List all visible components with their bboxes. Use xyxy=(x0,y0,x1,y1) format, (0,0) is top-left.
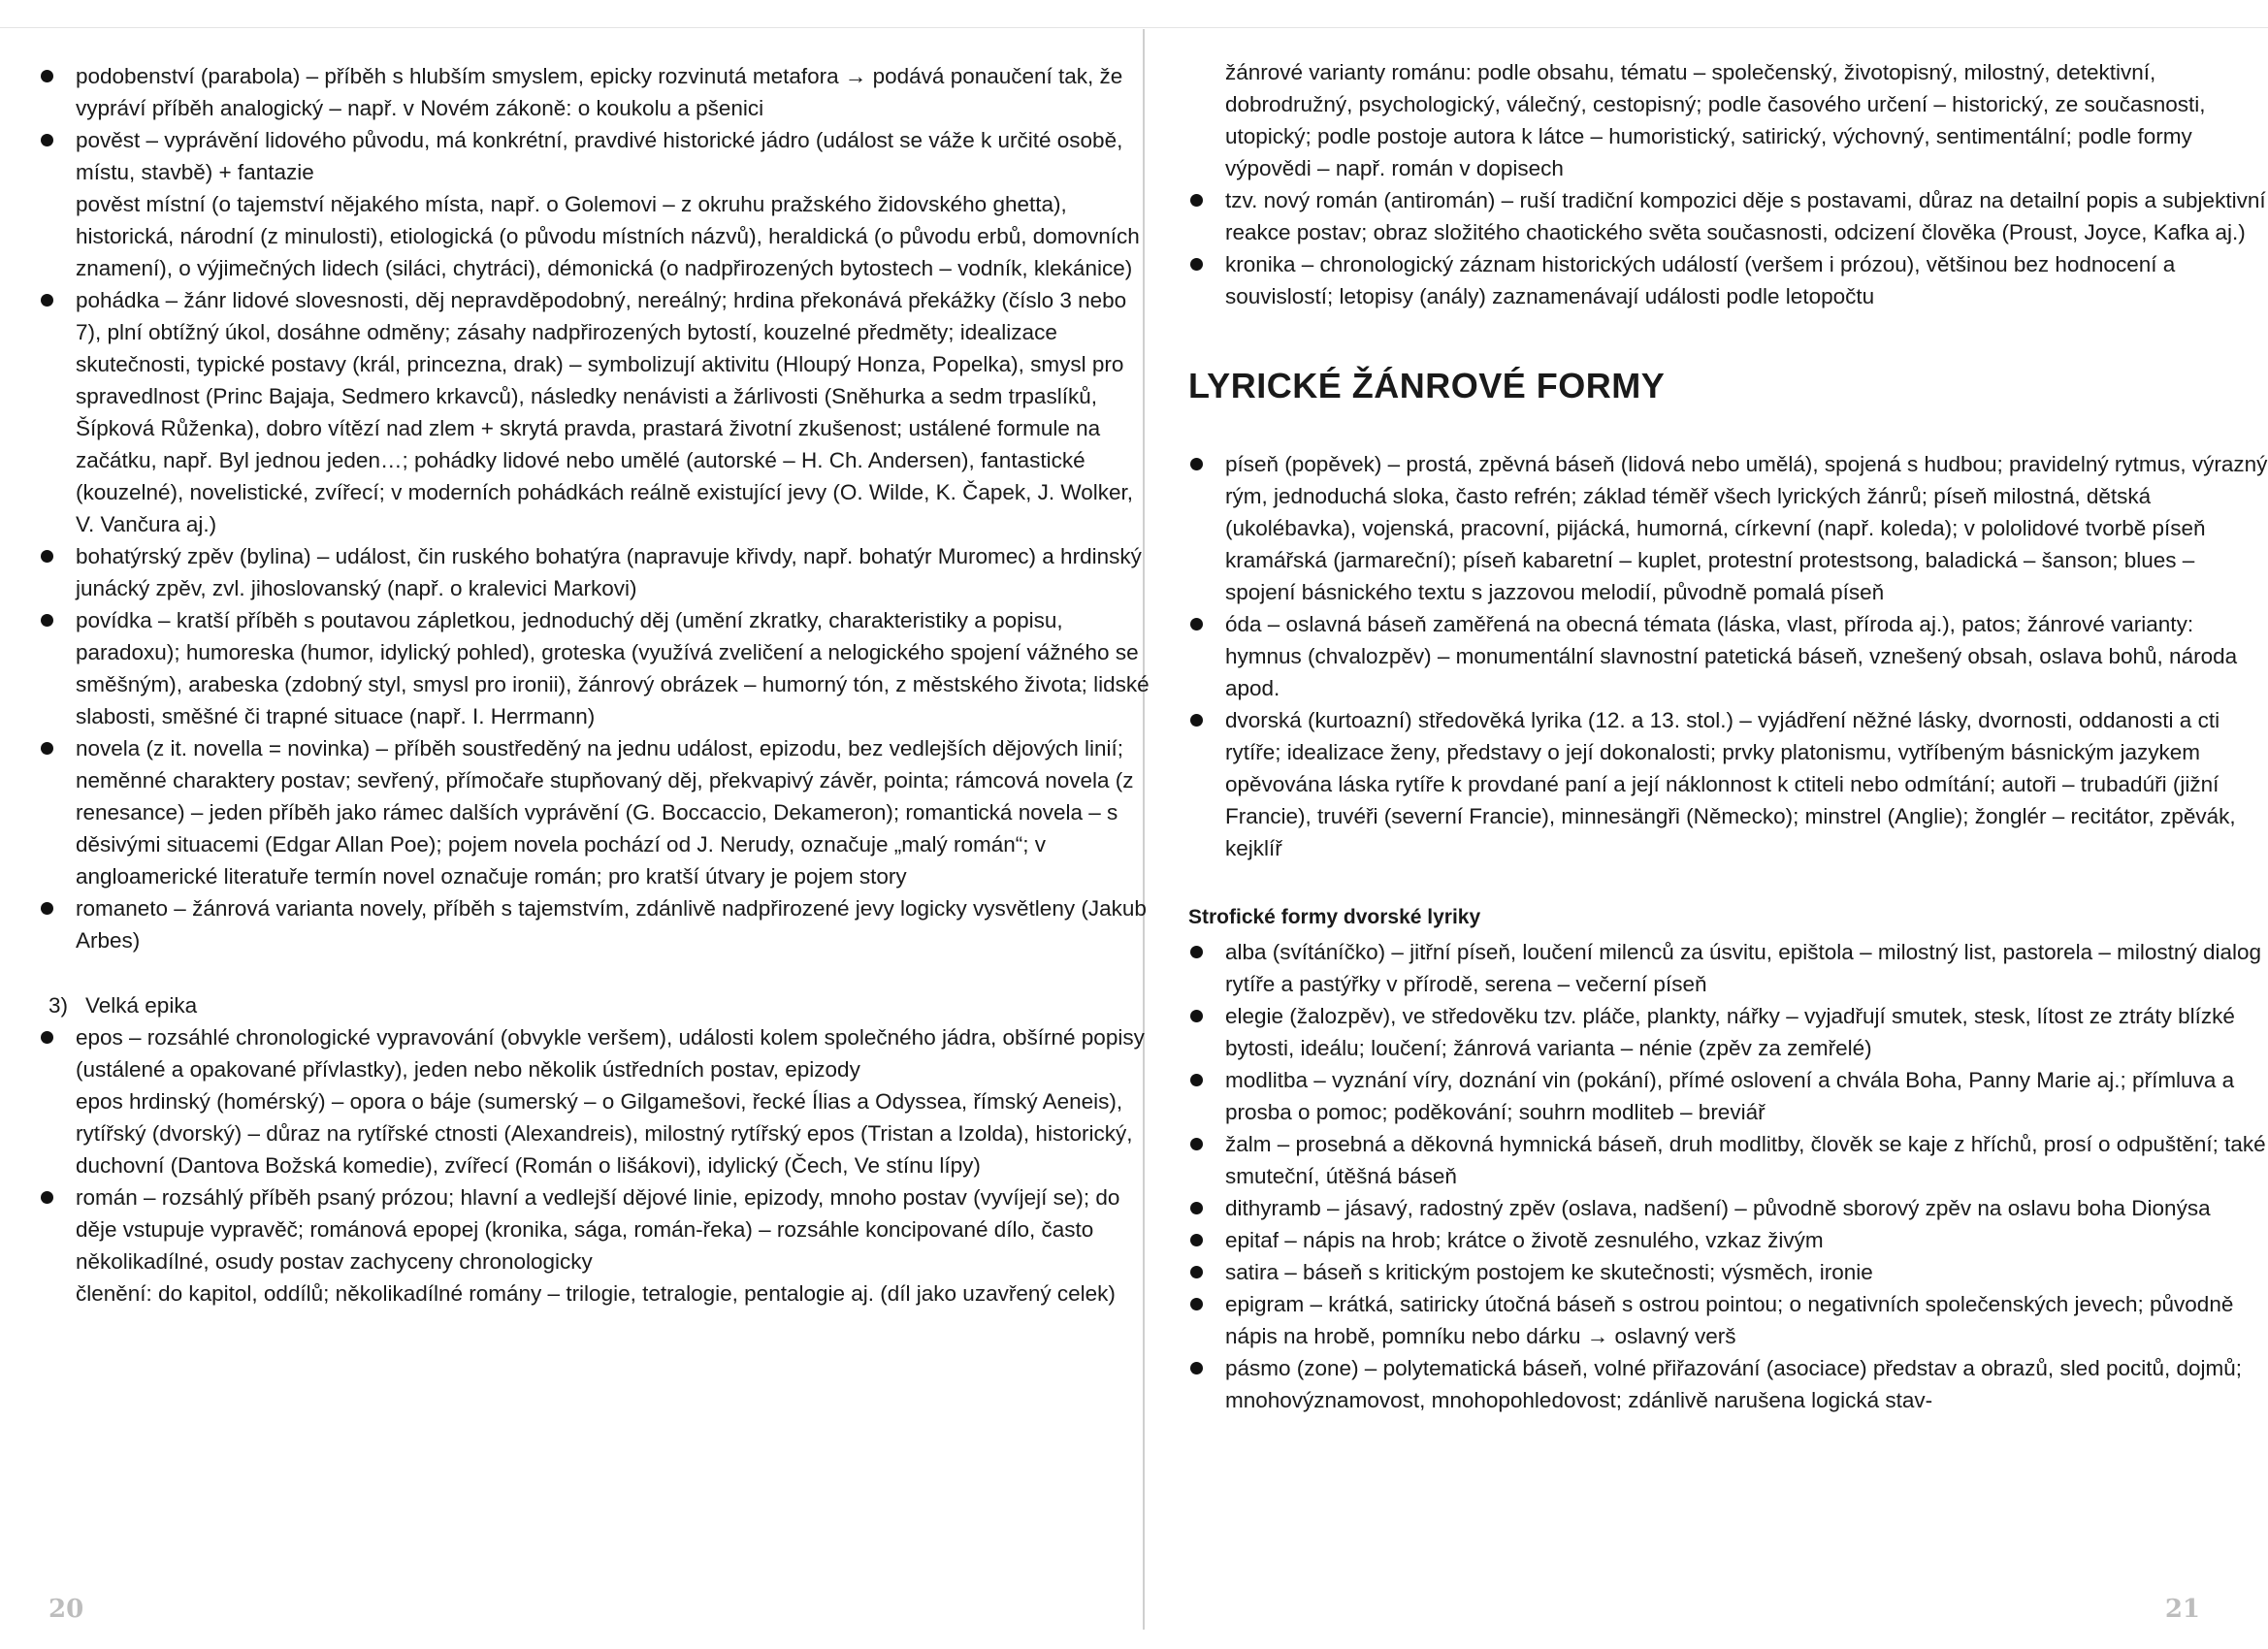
bullet-icon xyxy=(41,902,53,915)
sub-paragraph: členění: do kapitol, oddílů; několikadílné romány – trilogie, tetralogie, pentalogie aj. (díl jako uzavřený celek) xyxy=(76,1281,1116,1306)
bullet-icon xyxy=(1190,258,1203,271)
section-title: Velká epika xyxy=(85,993,198,1018)
bullet-icon xyxy=(41,742,53,755)
bullet-icon xyxy=(1190,1010,1203,1022)
list-item: dvorská (kurtoazní) středověká lyrika (12. a 13. stol.) – vyjádření něžné lásky, dvornosti, oddanosti a cti rytíře; idealizace ženy, představy o její dokonalosti; prvky platonismu, vytříbeným básnickým jazykem opěvována láska rytíře k provdané paní a její náklonnost k ctiteli nebo odmítání; autoři – trubadúři (jižní Francie), truvéři (severní Francie), minnesängři (Německo); minstrel (Anglie); žonglér – recitátor, zpěvák, kejklíř xyxy=(1188,704,2268,864)
section-heading xyxy=(49,989,1150,1021)
section-number: 3) xyxy=(49,993,69,1018)
bullet-icon xyxy=(41,70,53,82)
chapter-heading: LYRICKÉ ŽÁNROVÉ FORMY xyxy=(1188,366,1666,405)
bullet-icon xyxy=(1190,1074,1203,1086)
list-item: povídka – kratší příběh s poutavou zápletkou, jednoduchý děj (umění zkratky, charakteristiky a popisu, paradoxu); humoreska (humor, idylický pohled), groteska (využívá zveličení a nelogického spojení vážného se směšným), arabeska (zdobný styl, smysl pro ironii), žánrový obrázek – humorný tón, z městského života; lidské slabosti, směšné či trapné situace (např. I. Herrmann) xyxy=(39,604,1150,732)
list-item: píseň (popěvek) – prostá, zpěvná báseň (lidová nebo umělá), spojená s hudbou; pravidelný rytmus, výrazný rým, jednoduchá sloka, často refrén; základ téměř všech lyrických žánrů; píseň milostná, dětská (ukolébavka), vojenská, pracovní, pijácká, humorná, církevní (např. koleda); v pololidové tvorbě píseň kramářská (jarmareční); píseň kabaretní – kuplet, protestní protestsong, baladická – šanson; blues – spojení básnického textu s jazzovou melodií, původně pomalá píseň xyxy=(1188,448,2268,608)
sub-paragraph: pověst místní (o tajemství nějakého místa, např. o Golemovi – z okruhu pražského židovského ghetta), historická, národní (z minulosti), etiologická (o původu místních názvů), heraldická (o původu erbů, domovních znamení), o výjimečných lidech (siláci, chytráci), démonická (o nadpřirozených bytostech – vodník, klekánice) xyxy=(76,192,1140,280)
list-item: pohádka – žánr lidové slovesnosti, děj nepravděpodobný, nereálný; hrdina překonává překážky (číslo 3 nebo 7), plní obtížný úkol, dosáhne odměny; zásahy nadpřirozených bytostí, kouzelné předměty; idealizace skutečnosti, typické postavy (král, princezna, drak) – symbolizují aktivitu (Hloupý Honza, Popelka), smysl pro spravedlnost (Princ Bajaja, Sedmero krkavců), následky nenávisti a žárlivosti (Sněhurka a sedm trpaslíků, Šípková Růženka), dobro vítězí nad zlem + skrytá pravda, prastará životní zkušenost; ustálené formule na začátku, např. Byl jednou jeden…; pohádky lidové nebo umělé (autorské – H. Ch. Andersen), fantastické (kouzelné), novelistické, zvířecí; v moderních pohádkách reálně existující jevy (O. Wilde, K. Čapek, J. Wolker, V. Vančura aj.) xyxy=(39,284,1150,540)
bullet-icon xyxy=(1190,714,1203,727)
bullet-icon xyxy=(41,1031,53,1044)
bullet-icon xyxy=(1190,1202,1203,1214)
bullet-icon xyxy=(1190,1362,1203,1374)
bullet-icon xyxy=(41,134,53,146)
bullet-icon xyxy=(1190,946,1203,958)
bullet-icon xyxy=(1190,1138,1203,1150)
sub-paragraph: epos hrdinský (homérský) – opora o báje (sumerský – o Gilgamešovi, řecké Ílias a Odyssea, římský Aeneis), rytířský (dvorský) – důraz na rytířské ctnosti (Alexandreis), milostný rytířský epos (Tristan a Izolda), historický, duchovní (Dantova Božská komedie), zvířecí (Román o lišákovi), idylický (Čech, Ve stínu lípy) xyxy=(76,1089,1133,1178)
list-item: román – rozsáhlý příběh psaný prózou; hlavní a vedlejší dějové linie, epizody, mnoho postav (vyvíjejí se); do děje vstupuje vypravěč; románová epopej (kronika, sága, román-řeka) – rozsáhle koncipované dílo, často několikadílné, osudy postav zachyceny chronologicky xyxy=(39,1181,1150,1277)
sub-paragraph: žánrové varianty románu: podle obsahu, tématu – společenský, životopisný, milostný, detektivní, dobrodružný, psychologický, válečný, cestopisný; podle časového určení – historický, ze současnosti, utopický; podle postoje autora k látce – humoristický, satirický, výchovný, sentimentální; podle formy výpovědi – např. román v dopisech xyxy=(1225,60,2206,180)
list-item: dithyramb – jásavý, radostný zpěv (oslava, nadšení) – původně sborový zpěv na oslavu boha Dionýsa xyxy=(1188,1192,2268,1224)
bullet-icon xyxy=(1190,1234,1203,1246)
list-item: pověst – vyprávění lidového původu, má konkrétní, pravdivé historické jádro (událost se váže k určité osobě, místu, stavbě) + fantazie xyxy=(39,124,1150,188)
list-item: pásmo (zone) – polytematická báseň, volné přiřazování (asociace) představ a obrazů, sled pocitů, dojmů; mnohovýznamovost, mnohopohledovost; zdánlivě narušena logická stav- xyxy=(1188,1352,2268,1416)
list-item: bohatýrský zpěv (bylina) – událost, čin ruského bohatýra (napravuje křivdy, např. bohatýr Muromec) a hrdinský junácký zpěv, zvl. jihoslovanský (např. o kralevici Markovi) xyxy=(39,540,1150,604)
bullet-icon xyxy=(1190,458,1203,470)
list-item: epitaf – nápis na hrob; krátce o životě zesnulého, vzkaz živým xyxy=(1188,1224,2268,1256)
list-item: epigram – krátká, satiricky útočná báseň s ostrou pointou; o negativních společenských jevech; původně nápis na hrobě, pomníku nebo dárku → oslavný verš xyxy=(1188,1288,2268,1352)
list-item: modlitba – vyznání víry, doznání vin (pokání), přímé oslovení a chvála Boha, Panny Marie aj.; přímluva a prosba o pomoc; poděkování; souhrn modliteb – breviář xyxy=(1188,1064,2268,1128)
page-number: 21 xyxy=(2164,1595,2200,1624)
bullet-icon xyxy=(1190,194,1203,207)
bullet-icon xyxy=(41,614,53,627)
bullet-icon xyxy=(41,1191,53,1204)
list-item: kronika – chronologický záznam historických událostí (veršem i prózou), většinou bez hodnocení a souvislostí; letopisy (anály) zaznamenávají události podle letopočtu xyxy=(1188,248,2268,312)
bullet-icon xyxy=(41,550,53,563)
bullet-icon xyxy=(41,294,53,307)
bullet-icon xyxy=(1190,1266,1203,1278)
list-item: novela (z it. novella = novinka) – příběh soustředěný na jednu událost, epizodu, bez vedlejších dějových linií; neměnné charaktery postav; sevřený, přímočaře stupňovaný děj, překvapivý závěr, pointa; rámcová novela (z renesance) – jeden příběh jako rámec dalších vyprávění (G. Boccaccio, Dekameron); romantická novela – s děsivými situacemi (Edgar Allan Poe); pojem novela pochází od J. Nerudy, označuje „malý román“; v angloamerické literatuře termín novel označuje román; pro kratší útvary je pojem story xyxy=(39,732,1150,892)
bullet-icon xyxy=(1190,1298,1203,1310)
list-item: satira – báseň s kritickým postojem ke skutečnosti; výsměch, ironie xyxy=(1188,1256,2268,1288)
list-item: alba (svítáníčko) – jitřní píseň, loučení milenců za úsvitu, epištola – milostný list, pastorela – milostný dialog rytíře a pastýřky v přírodě, serena – večerní píseň xyxy=(1188,936,2268,1000)
list-item: tzv. nový román (antiromán) – ruší tradiční kompozici děje s postavami, důraz na detailní popis a subjektivní reakce postav; obraz složitého chaotického světa současnosti, odcizení člověka (Proust, Joyce, Kafka aj.) xyxy=(1188,184,2268,248)
page-number: 20 xyxy=(49,1595,84,1624)
list-item: žalm – prosebná a děkovná hymnická báseň, druh modlitby, člověk se kaje z hříchů, prosí o odpuštění; také smuteční, útěšná báseň xyxy=(1188,1128,2268,1192)
list-item: elegie (žalozpěv), ve středověku tzv. pláče, plankty, nářky – vyjadřují smutek, stesk, lítost ze ztráty blízké bytosti, ideálu; loučení; žánrová varianta – nénie (zpěv za zemřelé) xyxy=(1188,1000,2268,1064)
list-item: óda – oslavná báseň zaměřená na obecná témata (láska, vlast, příroda aj.), patos; žánrové varianty: hymnus (chvalozpěv) – monumentální slavnostní patetická báseň, vznešený obsah, oslava bohů, národa apod. xyxy=(1188,608,2268,704)
subheading: Strofické formy dvorské lyriky xyxy=(1188,906,1481,928)
list-item: romaneto – žánrová varianta novely, příběh s tajemstvím, zdánlivě nadpřirozené jevy logicky vysvětleny (Jakub Arbes) xyxy=(39,892,1150,956)
list-item: epos – rozsáhlé chronologické vypravování (obvykle veršem), události kolem společného jádra, obšírné popisy (ustálené a opakované přívlastky), jeden nebo několik ústředních postav, epizody xyxy=(39,1021,1150,1085)
list-item: podobenství (parabola) – příběh s hlubším smyslem, epicky rozvinutá metafora → podává ponaučení tak, že vypráví příběh analogický – např. v Novém zákoně: o koukolu a pšenici xyxy=(39,60,1150,124)
bullet-icon xyxy=(1190,618,1203,630)
right-page xyxy=(1150,0,2268,1649)
